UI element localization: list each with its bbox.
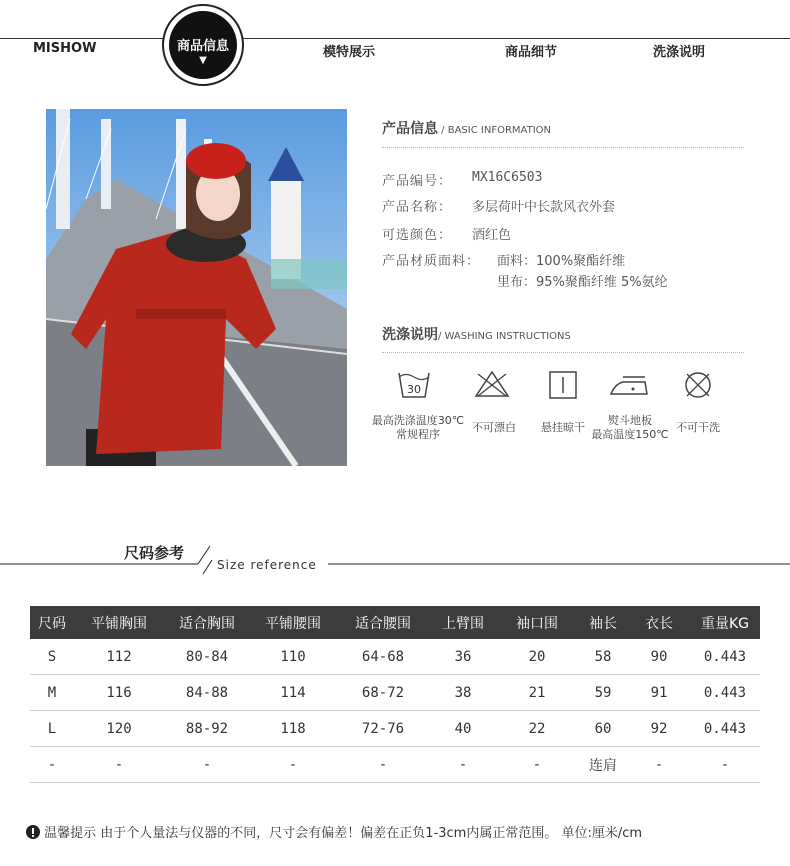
- tip-text: 由于个人量法与仪器的不同，尺寸会有偏差！偏差在正负1-3cm内属正常范围。 单位:厘米/cm: [100, 826, 643, 841]
- table-cell: M: [30, 675, 74, 711]
- header-cell: 适合腰围: [336, 606, 430, 639]
- table-cell: 0.443: [690, 639, 760, 675]
- nav-active-badge[interactable]: [162, 4, 244, 86]
- table-cell: 118: [250, 711, 336, 747]
- table-cell: 20: [496, 639, 578, 675]
- divider: [382, 147, 744, 148]
- nav-divider: [0, 38, 790, 39]
- label-color: 可选颜色：: [382, 228, 453, 243]
- wash-30-icon: [397, 369, 431, 399]
- wash-label-hang-dry: 悬挂晾干: [541, 421, 585, 434]
- value-product-name: 多层荷叶中长款风衣外套: [472, 200, 616, 215]
- iron-icon: [609, 374, 649, 398]
- hang-dry-icon: [548, 370, 578, 400]
- wash-label-temp: 最高洗涤温度30℃ 常规程序: [371, 414, 465, 441]
- no-bleach-icon: [474, 370, 510, 398]
- table-cell: 116: [74, 675, 164, 711]
- nav-active-label: 商品信息: [176, 39, 229, 54]
- chevron-down-icon: ▼: [199, 55, 207, 66]
- svg-text:30: 30: [407, 383, 421, 396]
- no-dry-clean-icon: [683, 370, 713, 400]
- table-cell: 22: [496, 711, 578, 747]
- table-cell: 72-76: [336, 711, 430, 747]
- table-cell: -: [30, 747, 74, 783]
- table-cell: 112: [74, 639, 164, 675]
- header-cell: 重量KG: [690, 606, 760, 639]
- model-photo: [46, 109, 347, 466]
- nav-item-model[interactable]: 模特展示: [323, 45, 376, 60]
- nav-item-details[interactable]: 商品细节: [505, 45, 558, 60]
- table-cell: 38: [430, 675, 496, 711]
- size-table-header: [30, 606, 760, 639]
- label-product-name: 产品名称：: [382, 200, 453, 215]
- table-cell: 40: [430, 711, 496, 747]
- value-lining: 里布：95%聚酯纤维 5%氨纶: [497, 275, 668, 290]
- table-cell: -: [74, 747, 164, 783]
- table-row: [30, 639, 760, 675]
- wash-label-no-dry-clean: 不可干洗: [676, 421, 720, 434]
- tip-line: [26, 822, 642, 841]
- table-row: [30, 711, 760, 747]
- table-cell: -: [250, 747, 336, 783]
- washing-subtitle: WASHING INSTRUCTIONS: [444, 331, 571, 342]
- size-title: 尺码参考: [124, 544, 185, 562]
- divider: [382, 352, 744, 353]
- label-material: 产品材质面料：: [382, 254, 481, 269]
- table-cell: 84-88: [164, 675, 250, 711]
- table-cell: 0.443: [690, 711, 760, 747]
- value-product-code: MX16C6503: [472, 170, 543, 185]
- table-cell: 91: [628, 675, 690, 711]
- nav-item-washing[interactable]: 洗涤说明: [653, 45, 706, 60]
- header-cell: 平铺胸围: [74, 606, 164, 639]
- table-cell: -: [496, 747, 578, 783]
- table-cell: 80-84: [164, 639, 250, 675]
- table-cell: 59: [578, 675, 628, 711]
- table-cell: S: [30, 639, 74, 675]
- header-cell: 袖长: [578, 606, 628, 639]
- header-cell: 平铺腰围: [250, 606, 336, 639]
- header-cell: 尺码: [30, 606, 74, 639]
- table-cell: -: [430, 747, 496, 783]
- value-material: 面料：100%聚酯纤维: [497, 254, 626, 269]
- table-cell: L: [30, 711, 74, 747]
- size-table: [30, 606, 760, 783]
- table-cell: 68-72: [336, 675, 430, 711]
- header-cell: 衣长: [628, 606, 690, 639]
- table-cell: 114: [250, 675, 336, 711]
- product-info-subtitle: BASIC INFORMATION: [447, 125, 551, 136]
- size-header-lines: [0, 540, 790, 580]
- brand-logo: MISHOW: [33, 41, 97, 56]
- warning-icon: [26, 825, 40, 839]
- table-cell: -: [164, 747, 250, 783]
- header-cell: 袖口围: [496, 606, 578, 639]
- size-subtitle: Size reference: [217, 558, 317, 572]
- table-cell: 110: [250, 639, 336, 675]
- table-cell: 90: [628, 639, 690, 675]
- table-row: [30, 675, 760, 711]
- table-cell: -: [336, 747, 430, 783]
- table-cell: 36: [430, 639, 496, 675]
- table-cell: 连肩: [578, 747, 628, 783]
- value-color: 酒红色: [472, 228, 512, 243]
- table-cell: -: [690, 747, 760, 783]
- header-cell: 适合胸围: [164, 606, 250, 639]
- table-cell: 64-68: [336, 639, 430, 675]
- table-cell: 0.443: [690, 675, 760, 711]
- table-cell: 58: [578, 639, 628, 675]
- table-cell: 60: [578, 711, 628, 747]
- table-cell: 88-92: [164, 711, 250, 747]
- tip-label: 温馨提示: [44, 826, 97, 841]
- washing-title: 洗涤说明/ WASHING INSTRUCTIONS: [382, 327, 571, 343]
- table-cell: 120: [74, 711, 164, 747]
- label-product-code: 产品编号：: [382, 174, 453, 189]
- table-row: [30, 747, 760, 783]
- product-info-title: 产品信息 / BASIC INFORMATION: [382, 121, 551, 137]
- header-cell: 上臂围: [430, 606, 496, 639]
- table-cell: -: [628, 747, 690, 783]
- table-cell: 21: [496, 675, 578, 711]
- wash-label-no-bleach: 不可漂白: [472, 421, 516, 434]
- wash-label-iron: 熨斗地板 最高温度150℃: [591, 414, 669, 441]
- table-cell: 92: [628, 711, 690, 747]
